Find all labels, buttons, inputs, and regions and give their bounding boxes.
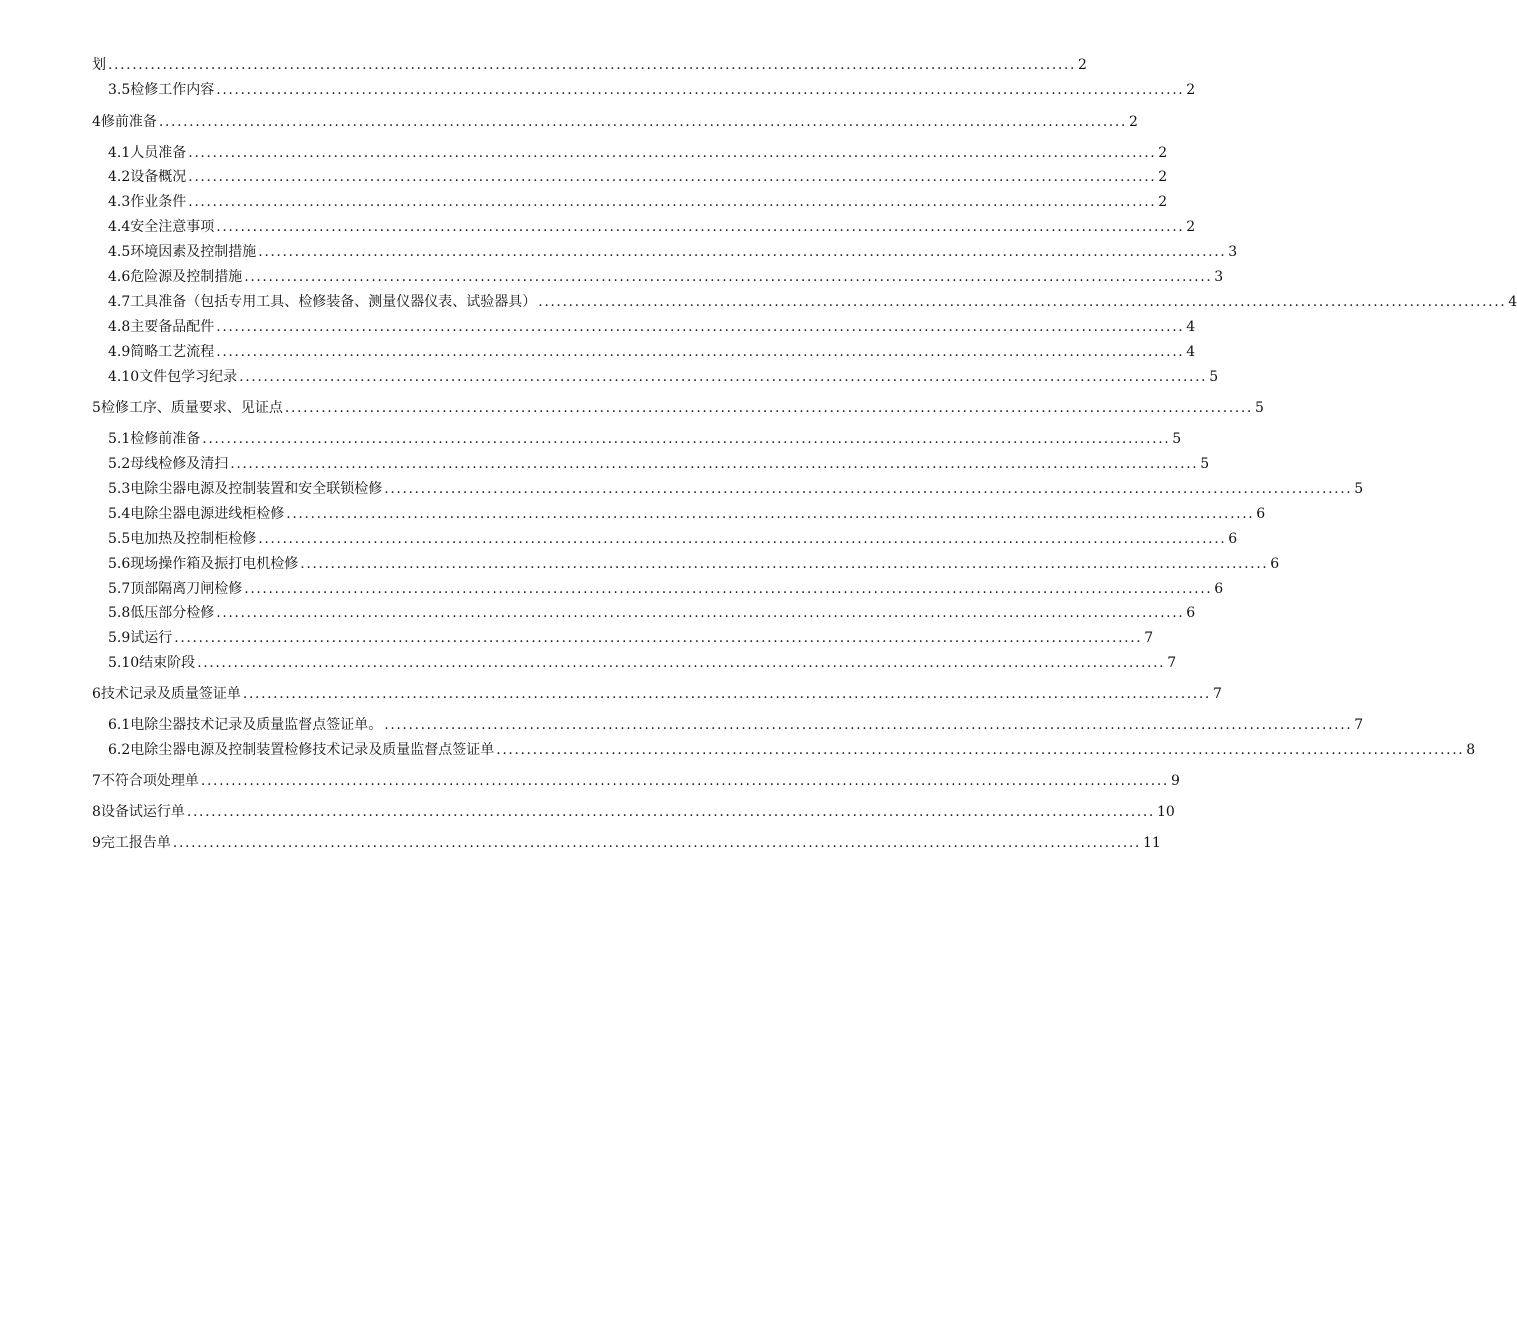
toc-entry-page-number: 8 (1466, 742, 1476, 758)
toc-entry-number: 4.1 (108, 145, 131, 161)
toc-dot-leader: ................................................................................................................................................................ (216, 82, 1185, 98)
toc-dot-leader: ................................................................................................................................................................ (174, 630, 1143, 646)
toc-entry[interactable] (92, 55, 1087, 75)
toc-dot-leader: ................................................................................................................................................................ (258, 531, 1227, 547)
toc-entry-title: 电除尘器电源及控制装置和安全联锁检修 (130, 481, 383, 497)
toc-entry-title: 低压部分检修 (130, 605, 215, 621)
toc-entry-page-number: 2 (1128, 114, 1138, 130)
toc-dot-leader: ................................................................................................................................................................ (202, 431, 1171, 447)
toc-entry[interactable] (108, 317, 1196, 337)
toc-entry-page-number: 5 (1254, 400, 1264, 416)
toc-entry-page-number: 2 (1158, 169, 1168, 185)
toc-entry-number: 4.5 (108, 244, 131, 260)
toc-dot-leader: ................................................................................................................................................................ (108, 57, 1077, 73)
toc-entry-number: 5.1 (108, 431, 131, 447)
toc-entry-title: 电除尘器电源及控制装置检修技术记录及质量监督点签证单 (130, 742, 495, 758)
toc-entry-page-number: 9 (1170, 773, 1180, 789)
toc-dot-leader: ................................................................................................................................................................ (186, 804, 1155, 820)
toc-entry[interactable] (108, 342, 1196, 362)
toc-entry-number: 4.2 (108, 169, 131, 185)
toc-dot-leader: ................................................................................................................................................................ (172, 835, 1141, 851)
toc-entry-page-number: 5 (1172, 431, 1182, 447)
toc-entry-number: 5.3 (108, 481, 131, 497)
toc-entry-title: 危险源及控制措施 (130, 269, 243, 285)
toc-entry-title: 现场操作箱及振打电机检修 (130, 556, 299, 572)
toc-entry-number: 5 (92, 400, 101, 416)
toc-entry[interactable] (108, 143, 1168, 163)
toc-entry-number: 5.9 (108, 630, 131, 646)
toc-entry[interactable] (108, 454, 1210, 474)
toc-entry-number: 4 (92, 114, 101, 130)
toc-entry[interactable] (108, 479, 1364, 499)
toc-entry[interactable] (108, 628, 1154, 648)
toc-entry[interactable] (108, 242, 1238, 262)
toc-entry-page-number: 11 (1142, 835, 1161, 851)
toc-dot-leader: ................................................................................................................................................................ (244, 269, 1213, 285)
toc-dot-leader: ................................................................................................................................................................ (239, 369, 1208, 385)
toc-entry-number: 4.3 (108, 194, 131, 210)
toc-entry[interactable] (108, 267, 1224, 287)
toc-entry-page-number: 4 (1186, 344, 1196, 360)
toc-dot-leader: ................................................................................................................................................................ (244, 581, 1213, 597)
toc-entry-title: 不符合项处理单 (100, 773, 199, 789)
toc-entry-title: 文件包学习纪录 (139, 369, 238, 385)
toc-entry-title: 母线检修及清扫 (130, 456, 229, 472)
toc-entry-page-number: 6 (1228, 531, 1238, 547)
toc-entry-number: 4.9 (108, 344, 131, 360)
toc-entry-number: 6.2 (108, 742, 131, 758)
toc-entry-title: 主要备品配件 (130, 319, 215, 335)
toc-dot-leader: ................................................................................................................................................................ (230, 456, 1199, 472)
toc-entry-number: 6.1 (108, 717, 131, 733)
toc-entry[interactable] (108, 429, 1182, 449)
toc-dot-leader: ................................................................................................................................................................ (284, 400, 1253, 416)
toc-entry-number: 5.5 (108, 531, 131, 547)
toc-entry-number: 5.6 (108, 556, 131, 572)
toc-entry-number: 4.10 (108, 369, 140, 385)
toc-entry-number: 5.7 (108, 581, 131, 597)
toc-entry[interactable] (108, 192, 1168, 212)
toc-entry[interactable] (92, 771, 1180, 791)
toc-entry[interactable] (108, 579, 1224, 599)
toc-dot-leader: ................................................................................................................................................................ (216, 319, 1185, 335)
toc-entry-title: 顶部隔离刀闸检修 (130, 581, 243, 597)
toc-entry-title: 电加热及控制柜检修 (130, 531, 257, 547)
toc-entry[interactable] (108, 715, 1364, 735)
toc-entry-page-number: 2 (1158, 145, 1168, 161)
toc-entry[interactable] (92, 802, 1175, 822)
toc-entry-title: 试运行 (130, 630, 173, 646)
toc-entry-page-number: 10 (1156, 804, 1175, 820)
toc-entry-page-number: 4 (1508, 294, 1517, 310)
toc-entry-number: 4.6 (108, 269, 131, 285)
toc-entry[interactable] (108, 603, 1196, 623)
toc-dot-leader: ................................................................................................................................................................ (158, 114, 1127, 130)
toc-dot-leader: ................................................................................................................................................................ (286, 506, 1255, 522)
toc-entry-title: 工具准备（包括专用工具、检修装备、测量仪器仪表、试验器具） (130, 294, 537, 310)
toc-dot-leader: ................................................................................................................................................................ (258, 244, 1227, 260)
toc-entry-title: 修前准备 (100, 114, 157, 130)
toc-dot-leader: ................................................................................................................................................................ (188, 145, 1157, 161)
toc-entry[interactable] (108, 740, 1476, 760)
toc-entry-title: 检修前准备 (130, 431, 201, 447)
toc-entry[interactable] (108, 504, 1266, 524)
toc-entry-number: 8 (92, 804, 101, 820)
toc-entry-title: 作业条件 (130, 194, 187, 210)
toc-entry-title: 环境因素及控制措施 (130, 244, 257, 260)
toc-entry-page-number: 4 (1186, 319, 1196, 335)
toc-entry-page-number: 6 (1256, 506, 1266, 522)
toc-entry-title: 电除尘器电源进线柜检修 (130, 506, 285, 522)
toc-entry-title: 安全注意事项 (130, 219, 215, 235)
toc-entry-number: 3.5 (108, 82, 131, 98)
toc-dot-leader: ................................................................................................................................................................ (384, 481, 1353, 497)
toc-dot-leader: ................................................................................................................................................................ (188, 169, 1157, 185)
toc-dot-leader: ................................................................................................................................................................ (538, 294, 1507, 310)
toc-entry-title: 设备试运行单 (100, 804, 185, 820)
toc-entry[interactable] (108, 554, 1280, 574)
toc-entry-title: 划 (92, 57, 106, 73)
toc-entry-number: 4.7 (108, 294, 131, 310)
toc-entry-page-number: 6 (1270, 556, 1280, 572)
toc-entry[interactable] (108, 167, 1168, 187)
toc-entry-number: 5.10 (108, 655, 140, 671)
toc-entry[interactable] (92, 833, 1161, 853)
toc-dot-leader: ................................................................................................................................................................ (216, 219, 1185, 235)
toc-entry-page-number: 5 (1200, 456, 1210, 472)
toc-entry-page-number: 7 (1144, 630, 1154, 646)
toc-entry-page-number: 7 (1212, 686, 1222, 702)
toc-entry-title: 技术记录及质量签证单 (100, 686, 241, 702)
toc-entry-title: 完工报告单 (100, 835, 171, 851)
toc-entry-number: 5.4 (108, 506, 131, 522)
toc-entry-page-number: 6 (1214, 581, 1224, 597)
toc-dot-leader: ................................................................................................................................................................ (300, 556, 1269, 572)
toc-entry-title: 电除尘器技术记录及质量监督点签证单。 (130, 717, 383, 733)
toc-entry-title: 设备概况 (130, 169, 187, 185)
toc-entry[interactable] (108, 653, 1177, 673)
toc-entry-number: 9 (92, 835, 101, 851)
toc-entry-title: 检修工序、质量要求、见证点 (100, 400, 283, 416)
toc-entry-title: 人员准备 (130, 145, 187, 161)
toc-dot-leader: ................................................................................................................................................................ (384, 717, 1353, 733)
toc-dot-leader: ................................................................................................................................................................ (188, 194, 1157, 210)
toc-entry-page-number: 2 (1158, 194, 1168, 210)
toc-dot-leader: ................................................................................................................................................................ (496, 742, 1465, 758)
toc-entry[interactable] (108, 292, 1517, 312)
toc-entry[interactable] (108, 367, 1219, 387)
toc-entry[interactable] (108, 217, 1196, 237)
toc-dot-leader: ................................................................................................................................................................ (200, 773, 1169, 789)
toc-entry[interactable] (108, 529, 1238, 549)
toc-entry-page-number: 2 (1078, 57, 1087, 73)
toc-entry-title: 检修工作内容 (130, 82, 215, 98)
toc-entry[interactable] (92, 112, 1138, 132)
toc-entry-title: 结束阶段 (139, 655, 196, 671)
toc-entry-number: 4.4 (108, 219, 131, 235)
toc-dot-leader: ................................................................................................................................................................ (216, 344, 1185, 360)
toc-entry-page-number: 2 (1186, 82, 1196, 98)
toc-entry-number: 4.8 (108, 319, 131, 335)
toc-dot-leader: ................................................................................................................................................................ (197, 655, 1166, 671)
toc-entry-page-number: 6 (1186, 605, 1196, 621)
toc-entry-number: 7 (92, 773, 101, 789)
toc-entry-number: 5.8 (108, 605, 131, 621)
toc-entry-page-number: 3 (1214, 269, 1224, 285)
toc-entry-page-number: 7 (1167, 655, 1177, 671)
toc-dot-leader: ................................................................................................................................................................ (242, 686, 1211, 702)
toc-entry-page-number: 5 (1209, 369, 1219, 385)
toc-entry-page-number: 5 (1354, 481, 1364, 497)
toc-entry-page-number: 3 (1228, 244, 1238, 260)
toc-entry-number: 6 (92, 686, 101, 702)
toc-entry-page-number: 2 (1186, 219, 1196, 235)
toc-entry[interactable] (92, 684, 1222, 704)
toc-entry-page-number: 7 (1354, 717, 1364, 733)
toc-entry-number: 5.2 (108, 456, 131, 472)
toc-entry[interactable] (92, 398, 1264, 418)
toc-dot-leader: ................................................................................................................................................................ (216, 605, 1185, 621)
toc-entry[interactable] (108, 80, 1196, 100)
toc-entry-title: 简略工艺流程 (130, 344, 215, 360)
